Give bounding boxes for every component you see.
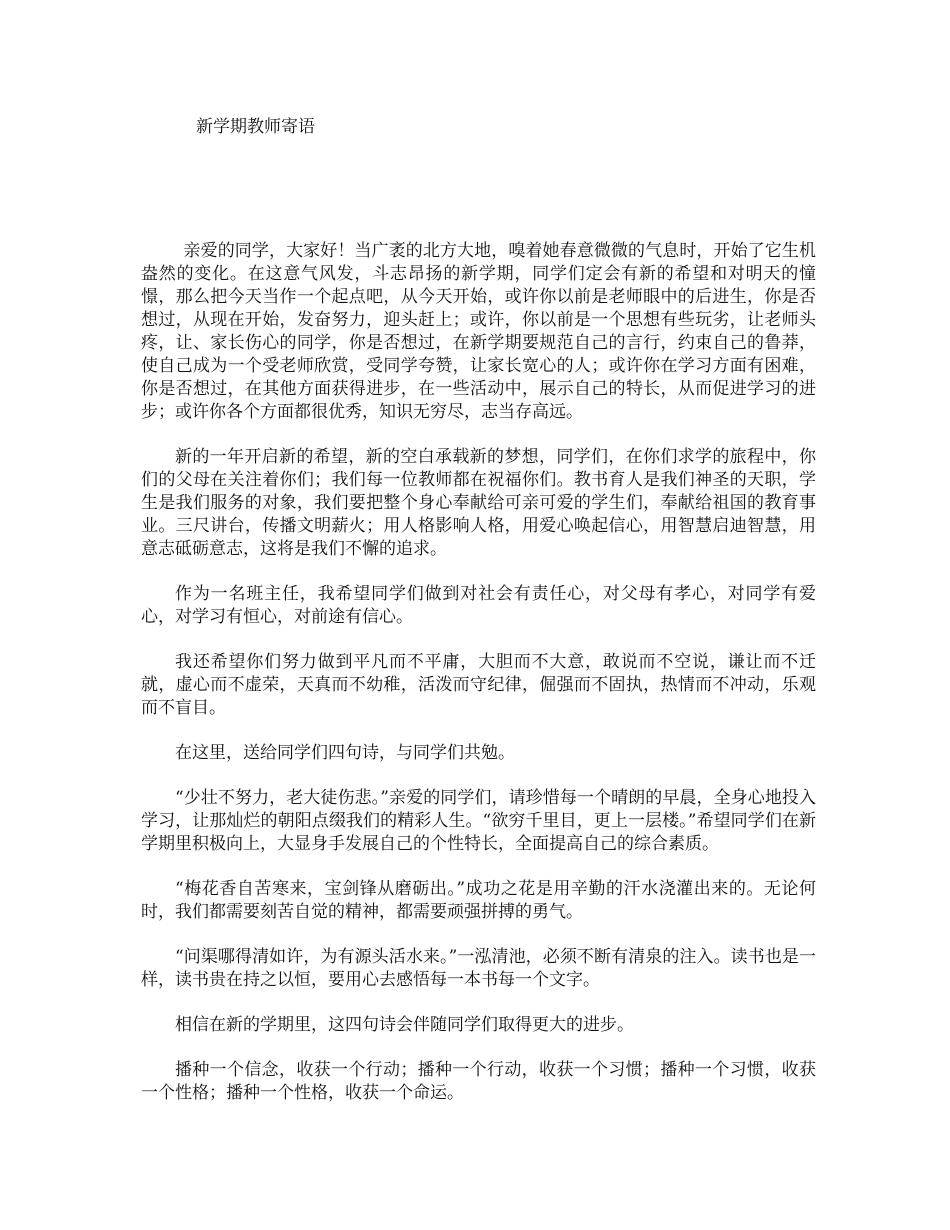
paragraph-poem-one: “少壮不努力，老大徒伤悲。”亲爱的同学们，请珍惜每一个晴朗的早晨，全身心地投入学习，让那灿烂的朝阳点缀我们的精彩人生。“欲穷千里目，更上一层楼。”希望同学们在新学期里积极向上，大显身手发展自己的个性特长，全面提高自己的综合素质。	[141, 788, 816, 854]
paragraph-greeting: 亲爱的同学，大家好！当广袤的北方大地，嗅着她春意微微的气息时，开始了它生机盎然的变化。在这意气风发，斗志昂扬的新学期，同学们定会有新的希望和对明天的憧憬，那么把今天当作一个起点吧，从今天开始，或许你以前是老师眼中的后进生，你是否想过，从现在开始，发奋努力，迎头赶上；或许，你以前是一个思想有些玩劣，让老师头疼，让、家长伤心的同学，你是否想过，在新学期要规范自己的言行，约束自己的鲁莽，使自己成为一个受老师欣赏，受同学夸赞，让家长宽心的人；或许你在学习方面有困难，你是否想过，在其他方面获得进步，在一些活动中，展示自己的特长，从而促进学习的进步；或许你各个方面都很优秀，知识无穷尽，志当存高远。	[141, 241, 816, 422]
paragraph-new-year-hope: 新的一年开启新的希望，新的空白承载新的梦想，同学们，在你们求学的旅程中，你们的父母在关注着你们；我们每一位教师都在祝福你们。教书育人是我们神圣的天职，学生是我们服务的对象，我们要把整个身心奉献给可亲可爱的学生们，奉献给祖国的教育事业。三尺讲台，传播文明薪火；用人格影响人格，用爱心唤起信心，用智慧启迪智慧，用意志砥砺意志，这将是我们不懈的追求。	[141, 447, 816, 559]
paragraph-closing: 播种一个信念，收获一个行动；播种一个行动，收获一个习惯；播种一个习惯，收获一个性格；播种一个性格，收获一个命运。	[141, 1060, 816, 1103]
paragraph-further-wish: 我还希望你们努力做到平凡而不平庸，大胆而不大意，敢说而不空说，谦让而不迁就，虚心而不虚荣，天真而不幼稚，活泼而守纪律，倔强而不固执，热情而不冲动，乐观而不盲目。	[141, 652, 816, 718]
paragraph-class-teacher-wish: 作为一名班主任，我希望同学们做到对社会有责任心，对父母有孝心，对同学有爱心，对学习有恒心，对前途有信心。	[141, 584, 816, 627]
paragraph-four-poems-intro: 在这里，送给同学们四句诗，与同学们共勉。	[175, 743, 515, 763]
paragraph-poem-two: “梅花香自苦寒来，宝剑锋从磨砺出。”成功之花是用辛勤的汗水浇灌出来的。无论何时，我们都需要刻苦自觉的精神，都需要顽强拼搏的勇气。	[141, 879, 816, 922]
document-title: 新学期教师寄语	[196, 117, 315, 137]
paragraph-belief: 相信在新的学期里，这四句诗会伴随同学们取得更大的进步。	[175, 1015, 634, 1035]
paragraph-poem-three: “问渠哪得清如许，为有源头活水来。”一泓清池，必须不断有清泉的注入。读书也是一样，读书贵在持之以恒，要用心去感悟每一本书每一个文字。	[141, 947, 816, 990]
document-body	[141, 240, 816, 1127]
